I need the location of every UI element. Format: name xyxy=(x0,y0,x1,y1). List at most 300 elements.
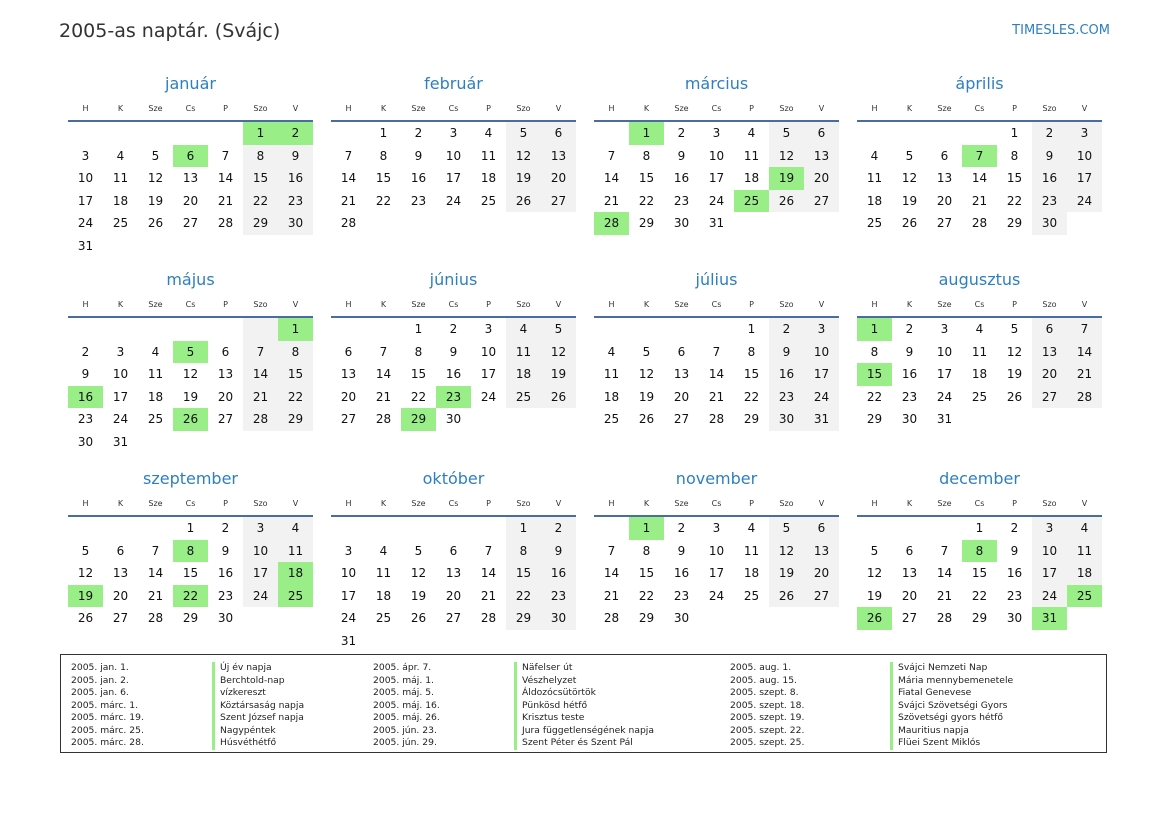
empty-cell xyxy=(594,318,629,341)
day-cell: 26 xyxy=(769,190,804,213)
empty-cell xyxy=(138,235,173,258)
day-cell: 23 xyxy=(1032,190,1067,213)
holiday-name: Fiatal Genevese xyxy=(890,687,1013,700)
day-cell: 3 xyxy=(484,322,493,336)
day-cell: 10 xyxy=(243,540,278,563)
weekday-header xyxy=(857,99,1102,122)
day-cell: 12 xyxy=(77,566,94,580)
day-cell: 24 xyxy=(1032,585,1067,608)
day-cell: 15 xyxy=(506,562,541,585)
empty-cell xyxy=(243,318,278,341)
empty-cell xyxy=(629,318,664,341)
holiday-date: 2005. szept. 22. xyxy=(730,724,805,736)
weekday-label: Sze xyxy=(674,103,689,113)
day-cell: 5 xyxy=(642,344,651,359)
day-cell: 9 xyxy=(1010,543,1019,558)
day-cell: 15 xyxy=(638,171,655,185)
holiday-day: 15 xyxy=(857,363,892,386)
weekday-label: H xyxy=(871,498,878,508)
day-cell: 17 xyxy=(804,363,839,386)
weekday-label: H xyxy=(345,103,352,113)
day-cell: 12 xyxy=(638,367,655,381)
day-cell: 7 xyxy=(607,543,616,558)
empty-cell xyxy=(243,431,278,454)
day-cell: 12 xyxy=(769,540,804,563)
day-cell: 27 xyxy=(901,611,918,625)
day-cell: 30 xyxy=(445,412,462,426)
holiday-date: 2005. jún. 23. xyxy=(373,724,437,736)
day-cell: 25 xyxy=(375,611,392,625)
day-cell: 23 xyxy=(673,193,690,208)
day-cell: 17 xyxy=(445,171,462,185)
holiday-name: Köztársaság napja xyxy=(212,700,304,713)
day-cell: 6 xyxy=(344,344,353,359)
day-cell: 12 xyxy=(147,171,164,185)
day-cell: 9 xyxy=(278,145,313,168)
day-cell: 17 xyxy=(1067,167,1102,190)
weekday-header xyxy=(331,99,576,122)
day-cell: 18 xyxy=(603,389,620,404)
weekday-label: P xyxy=(486,299,491,309)
day-cell: 12 xyxy=(901,171,918,185)
holiday-date: 2005. szept. 19. xyxy=(730,712,805,723)
holiday-name: Húsvéthétfő xyxy=(212,737,304,750)
weekday-label: Sze xyxy=(937,498,952,508)
day-cell: 9 xyxy=(81,367,90,381)
holiday-names-column xyxy=(514,662,654,750)
day-cell: 24 xyxy=(1067,190,1102,213)
day-cell: 23 xyxy=(1006,588,1023,603)
day-cell: 25 xyxy=(147,412,164,426)
weekday-label: K xyxy=(380,299,387,309)
day-cell: 17 xyxy=(77,193,94,208)
day-cell: 15 xyxy=(182,566,199,580)
empty-cell xyxy=(804,607,839,630)
day-cell: 10 xyxy=(77,171,94,185)
weekday-label: V xyxy=(292,299,299,309)
empty-cell xyxy=(506,212,541,235)
day-cell: 10 xyxy=(708,148,725,163)
day-cell: 22 xyxy=(506,585,541,608)
weekday-label: K xyxy=(117,498,124,508)
day-cell: 20 xyxy=(182,193,199,208)
holiday-date: 2005. márc. 25. xyxy=(71,724,144,736)
day-cell: 2 xyxy=(449,322,458,336)
day-cell: 22 xyxy=(278,386,313,409)
day-cell: 15 xyxy=(410,367,427,381)
weekday-label: H xyxy=(871,103,878,113)
empty-cell xyxy=(541,408,576,431)
day-cell: 8 xyxy=(506,540,541,563)
day-cell: 29 xyxy=(638,216,655,230)
holiday-date: 2005. máj. 1. xyxy=(373,674,434,686)
day-cell: 4 xyxy=(278,517,313,540)
day-cell: 15 xyxy=(743,367,760,381)
day-cell: 17 xyxy=(708,171,725,185)
holiday-name: vízkereszt xyxy=(212,687,304,700)
day-cell: 24 xyxy=(936,389,953,404)
holiday-date: 2005. jan. 1. xyxy=(71,662,129,673)
empty-cell xyxy=(1032,408,1067,431)
day-cell: 19 xyxy=(506,167,541,190)
holiday-name: Nagypéntek xyxy=(212,725,304,738)
day-cell: 13 xyxy=(673,367,690,381)
day-cell: 15 xyxy=(1006,171,1023,185)
empty-cell xyxy=(892,122,927,145)
day-cell: 15 xyxy=(278,363,313,386)
day-cell: 17 xyxy=(480,367,497,381)
day-cell: 4 xyxy=(379,543,388,558)
day-cell: 29 xyxy=(866,412,883,426)
holiday-name: Áldozócsütörtök xyxy=(514,687,654,700)
day-grid xyxy=(594,122,839,235)
day-cell: 11 xyxy=(112,171,129,185)
day-cell: 19 xyxy=(182,389,199,404)
day-cell: 7 xyxy=(221,148,230,163)
holiday-day: 16 xyxy=(68,386,103,409)
day-cell: 17 xyxy=(708,566,725,580)
day-cell: 28 xyxy=(243,408,278,431)
weekday-label: P xyxy=(1012,498,1017,508)
day-cell: 10 xyxy=(804,341,839,364)
weekday-label: Cs xyxy=(974,498,985,508)
holiday-day: 19 xyxy=(68,585,103,608)
day-cell: 31 xyxy=(340,633,357,648)
day-cell: 25 xyxy=(971,389,988,404)
weekday-label: Cs xyxy=(974,103,985,113)
weekday-header xyxy=(594,494,839,517)
day-cell: 7 xyxy=(379,344,388,359)
empty-cell xyxy=(541,630,576,653)
day-cell: 14 xyxy=(708,367,725,381)
month-name: október xyxy=(422,469,485,488)
day-cell: 28 xyxy=(1067,386,1102,409)
day-cell: 27 xyxy=(936,216,953,230)
day-cell: 29 xyxy=(971,611,988,625)
empty-cell xyxy=(594,122,629,145)
holiday-name: Új év napja xyxy=(212,662,304,675)
holiday-day: 18 xyxy=(278,562,313,585)
empty-cell xyxy=(243,607,278,630)
day-cell: 20 xyxy=(673,389,690,404)
empty-cell xyxy=(401,212,436,235)
day-cell: 23 xyxy=(769,386,804,409)
day-cell: 6 xyxy=(905,543,914,558)
holiday-day: 1 xyxy=(857,318,892,341)
holiday-dates-column xyxy=(71,662,144,750)
day-cell: 9 xyxy=(449,344,458,359)
holiday-name: Svájci Szövetségi Gyors xyxy=(890,700,1013,713)
day-cell: 1 xyxy=(747,322,756,336)
day-cell: 8 xyxy=(379,148,388,163)
empty-cell xyxy=(962,408,997,431)
day-cell: 5 xyxy=(151,148,160,163)
day-cell: 24 xyxy=(77,216,94,230)
day-cell: 6 xyxy=(1032,318,1067,341)
empty-cell xyxy=(208,431,243,454)
weekday-label: P xyxy=(223,103,228,113)
empty-cell xyxy=(734,607,769,630)
day-cell: 24 xyxy=(243,585,278,608)
day-cell: 16 xyxy=(1032,167,1067,190)
month-szeptember xyxy=(68,468,313,630)
empty-cell xyxy=(68,517,103,540)
day-cell: 18 xyxy=(147,389,164,404)
day-cell: 29 xyxy=(638,611,655,625)
weekday-label: K xyxy=(380,103,387,113)
day-cell: 20 xyxy=(804,562,839,585)
day-cell: 16 xyxy=(901,367,918,381)
empty-cell xyxy=(366,517,401,540)
weekday-label: Cs xyxy=(185,103,196,113)
weekday-header xyxy=(857,494,1102,517)
weekday-label: Szo xyxy=(516,103,531,113)
month-október xyxy=(331,468,576,652)
day-cell: 4 xyxy=(1067,517,1102,540)
day-cell: 20 xyxy=(445,588,462,603)
page-title: 2005-as naptár. (Svájc) xyxy=(59,20,281,42)
day-cell: 31 xyxy=(112,434,129,449)
empty-cell xyxy=(366,630,401,653)
day-cell: 5 xyxy=(541,318,576,341)
day-cell: 1 xyxy=(414,322,423,336)
holiday-day: 8 xyxy=(173,540,208,563)
day-cell: 28 xyxy=(971,216,988,230)
empty-cell xyxy=(997,408,1032,431)
day-cell: 25 xyxy=(603,412,620,426)
empty-cell xyxy=(138,318,173,341)
day-cell: 22 xyxy=(243,190,278,213)
day-cell: 19 xyxy=(866,588,883,603)
day-cell: 23 xyxy=(217,588,234,603)
day-cell: 7 xyxy=(484,543,493,558)
day-cell: 26 xyxy=(506,190,541,213)
day-cell: 14 xyxy=(971,171,988,185)
month-március xyxy=(594,73,839,235)
day-cell: 27 xyxy=(804,585,839,608)
day-cell: 11 xyxy=(743,148,760,163)
day-cell: 24 xyxy=(804,386,839,409)
empty-cell xyxy=(366,212,401,235)
holiday-name: Flüei Szent Miklós xyxy=(890,737,1013,750)
holiday-date: 2005. szept. 18. xyxy=(730,699,805,711)
day-cell: 2 xyxy=(677,126,686,140)
day-grid xyxy=(68,122,313,257)
day-cell: 17 xyxy=(1032,562,1067,585)
day-cell: 29 xyxy=(243,212,278,235)
empty-cell xyxy=(506,408,541,431)
day-cell: 8 xyxy=(1010,148,1019,163)
day-cell: 20 xyxy=(1032,363,1067,386)
day-cell: 10 xyxy=(1067,145,1102,168)
day-cell: 24 xyxy=(708,588,725,603)
weekday-label: K xyxy=(643,103,650,113)
weekday-label: Szo xyxy=(1042,103,1057,113)
day-cell: 22 xyxy=(866,389,883,404)
weekday-label: H xyxy=(608,498,615,508)
day-cell: 30 xyxy=(217,611,234,625)
weekday-label: Cs xyxy=(711,299,722,309)
day-cell: 10 xyxy=(112,367,129,381)
empty-cell xyxy=(208,122,243,145)
day-cell: 29 xyxy=(506,607,541,630)
empty-cell xyxy=(278,607,313,630)
day-cell: 20 xyxy=(217,389,234,404)
day-cell: 2 xyxy=(769,318,804,341)
holiday-name: Szent József napja xyxy=(212,712,304,725)
day-cell: 3 xyxy=(116,344,125,359)
holiday-date: 2005. márc. 1. xyxy=(71,699,139,711)
day-cell: 5 xyxy=(769,122,804,145)
empty-cell xyxy=(401,630,436,653)
weekday-label: Sze xyxy=(148,103,163,113)
day-cell: 8 xyxy=(642,148,651,163)
empty-cell xyxy=(664,318,699,341)
weekday-header xyxy=(331,494,576,517)
weekday-header xyxy=(68,99,313,122)
day-cell: 10 xyxy=(708,543,725,558)
day-cell: 20 xyxy=(936,193,953,208)
holiday-day: 25 xyxy=(1067,585,1102,608)
weekday-label: H xyxy=(608,299,615,309)
month-name: december xyxy=(939,469,1020,488)
site-link[interactable]: TIMESLES.COM xyxy=(1012,23,1110,38)
day-cell: 1 xyxy=(506,517,541,540)
day-cell: 5 xyxy=(870,543,879,558)
day-cell: 21 xyxy=(480,588,497,603)
empty-cell xyxy=(927,517,962,540)
day-cell: 13 xyxy=(901,566,918,580)
day-cell: 14 xyxy=(340,171,357,185)
day-cell: 16 xyxy=(673,566,690,580)
day-cell: 9 xyxy=(677,543,686,558)
day-cell: 4 xyxy=(506,318,541,341)
day-cell: 13 xyxy=(804,540,839,563)
weekday-label: V xyxy=(555,299,562,309)
day-cell: 31 xyxy=(77,238,94,253)
day-cell: 7 xyxy=(607,148,616,163)
weekday-label: Szo xyxy=(779,498,794,508)
holiday-day: 29 xyxy=(401,408,436,431)
day-cell: 21 xyxy=(1067,363,1102,386)
day-cell: 11 xyxy=(375,566,392,580)
day-cell: 2 xyxy=(1032,122,1067,145)
day-cell: 7 xyxy=(1067,318,1102,341)
month-name: augusztus xyxy=(938,270,1021,289)
day-cell: 4 xyxy=(151,344,160,359)
empty-cell xyxy=(471,212,506,235)
weekday-label: Cs xyxy=(185,498,196,508)
holiday-dates-column xyxy=(373,662,440,750)
day-cell: 28 xyxy=(375,412,392,426)
day-cell: 23 xyxy=(673,588,690,603)
empty-cell xyxy=(506,630,541,653)
weekday-label: H xyxy=(345,299,352,309)
day-cell: 28 xyxy=(217,216,234,230)
holiday-name: Berchtold-nap xyxy=(212,675,304,688)
empty-cell xyxy=(331,517,366,540)
holiday-day: 26 xyxy=(173,408,208,431)
day-cell: 27 xyxy=(1032,386,1067,409)
day-cell: 28 xyxy=(147,611,164,625)
empty-cell xyxy=(366,318,401,341)
day-cell: 27 xyxy=(673,412,690,426)
weekday-label: Cs xyxy=(711,498,722,508)
day-grid xyxy=(857,318,1102,431)
weekday-label: Szo xyxy=(253,103,268,113)
holiday-date: 2005. máj. 5. xyxy=(373,687,434,698)
empty-cell xyxy=(436,517,471,540)
day-cell: 28 xyxy=(708,412,725,426)
month-name: február xyxy=(424,74,483,93)
day-cell: 4 xyxy=(747,126,756,140)
day-cell: 20 xyxy=(340,389,357,404)
day-cell: 15 xyxy=(638,566,655,580)
weekday-label: Sze xyxy=(411,103,426,113)
empty-cell xyxy=(769,607,804,630)
empty-cell xyxy=(138,517,173,540)
day-cell: 24 xyxy=(445,193,462,208)
day-cell: 15 xyxy=(243,167,278,190)
day-cell: 2 xyxy=(677,521,686,535)
holiday-day: 26 xyxy=(857,607,892,630)
weekday-label: V xyxy=(1081,498,1088,508)
day-cell: 14 xyxy=(603,566,620,580)
weekday-label: V xyxy=(292,103,299,113)
holiday-name: Näfelser út xyxy=(514,662,654,675)
holiday-date: 2005. szept. 25. xyxy=(730,737,805,748)
day-cell: 27 xyxy=(112,611,129,625)
day-cell: 10 xyxy=(936,344,953,359)
day-cell: 6 xyxy=(116,543,125,558)
empty-cell xyxy=(138,122,173,145)
day-cell: 26 xyxy=(1006,389,1023,404)
day-cell: 14 xyxy=(603,171,620,185)
empty-cell xyxy=(471,517,506,540)
day-grid xyxy=(68,318,313,453)
holiday-name: Pünkösd hétfő xyxy=(514,700,654,713)
day-cell: 21 xyxy=(217,193,234,208)
holiday-name: Vészhelyzet xyxy=(514,675,654,688)
day-cell: 7 xyxy=(940,543,949,558)
day-cell: 27 xyxy=(445,611,462,625)
day-cell: 27 xyxy=(541,190,576,213)
day-cell: 28 xyxy=(340,216,357,230)
day-cell: 7 xyxy=(712,344,721,359)
holiday-day: 8 xyxy=(962,540,997,563)
weekday-header xyxy=(594,99,839,122)
day-cell: 6 xyxy=(677,344,686,359)
day-cell: 24 xyxy=(112,412,129,426)
holiday-date: 2005. márc. 28. xyxy=(71,737,144,748)
day-cell: 8 xyxy=(642,543,651,558)
weekday-label: Sze xyxy=(148,299,163,309)
day-cell: 13 xyxy=(445,566,462,580)
day-cell: 11 xyxy=(603,367,620,381)
day-cell: 25 xyxy=(112,216,129,230)
day-cell: 19 xyxy=(147,193,164,208)
weekday-label: Szo xyxy=(516,498,531,508)
day-cell: 15 xyxy=(971,566,988,580)
holiday-day: 5 xyxy=(173,341,208,364)
day-cell: 12 xyxy=(182,367,199,381)
day-cell: 17 xyxy=(340,588,357,603)
day-cell: 8 xyxy=(870,344,879,359)
holiday-day: 6 xyxy=(173,145,208,168)
day-cell: 12 xyxy=(866,566,883,580)
weekday-header xyxy=(68,295,313,318)
empty-cell xyxy=(243,235,278,258)
